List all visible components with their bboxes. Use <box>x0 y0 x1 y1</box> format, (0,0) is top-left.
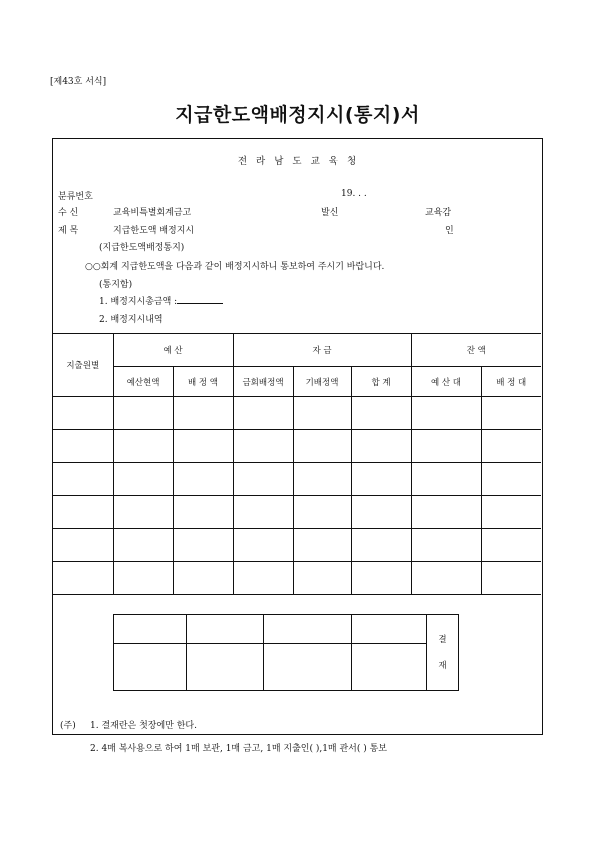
total-amount-label: 1. 배정지시총금액 : <box>99 297 178 307</box>
approval-table <box>113 614 459 691</box>
sender-value: 교육감 <box>425 208 452 218</box>
group-balance: 잔 액 <box>411 334 541 367</box>
table-row <box>53 397 541 430</box>
notice-paren: (지급한도액배정통지) <box>99 243 185 253</box>
table-row <box>53 430 541 463</box>
body-text: ○○회계 지급한도액을 다음과 같이 배정지시하니 통보하여 주시기 바랍니다. <box>85 262 385 272</box>
notes-prefix: (주) <box>60 721 76 731</box>
col-budget-current: 예산현액 <box>113 367 173 397</box>
class-no-label: 분류번호 <box>58 192 93 202</box>
approval-label-top: 결 <box>438 634 447 645</box>
col-previous-allocation: 기배정액 <box>293 367 351 397</box>
approval-cell[interactable] <box>264 615 352 644</box>
form-number: [제43호 서식] <box>50 77 107 87</box>
col-current-allocation: 금회배정액 <box>233 367 293 397</box>
seal-mark: 인 <box>445 226 454 236</box>
sender-label: 발신 <box>321 208 339 218</box>
col-vs-allocation: 배 정 대 <box>481 367 541 397</box>
detail-label: 2. 배정지시내역 <box>99 315 163 325</box>
approval-cell[interactable] <box>114 615 187 644</box>
table-row <box>53 463 541 496</box>
document-title: 지급한도액배정지시(통지)서 <box>175 104 420 126</box>
col-total: 합 계 <box>351 367 411 397</box>
approval-cell[interactable] <box>352 615 427 644</box>
row-header-cell: 지출원별 <box>53 334 113 397</box>
approval-cell[interactable] <box>187 615 264 644</box>
note-1: 1. 결재란은 첫장에만 한다. <box>90 721 197 731</box>
table-row <box>53 562 541 595</box>
total-amount-field[interactable] <box>177 295 223 304</box>
table-row <box>53 496 541 529</box>
organization-name: 전 라 남 도 교 육 청 <box>237 156 360 167</box>
group-funds: 자 금 <box>233 334 411 367</box>
approval-cell[interactable] <box>187 644 264 691</box>
recipient-value: 교육비특별회계금고 <box>113 208 192 218</box>
col-vs-budget: 예 산 대 <box>411 367 481 397</box>
date-field[interactable]: 19. . . <box>341 189 367 199</box>
note-2: 2. 4매 복사용으로 하여 1매 보관, 1매 금고, 1매 지출인( ),1매 관서( ) 통보 <box>90 744 387 754</box>
approval-label-cell <box>427 615 459 691</box>
approval-cell[interactable] <box>114 644 187 691</box>
approval-cell[interactable] <box>264 644 352 691</box>
subject-value: 지급한도액 배정지시 <box>113 226 195 236</box>
approval-label-bottom: 재 <box>438 660 447 671</box>
budget-table <box>53 333 541 595</box>
group-budget: 예 산 <box>113 334 233 367</box>
notice-label: (통지함) <box>99 280 133 290</box>
table-row <box>53 529 541 562</box>
approval-cell[interactable] <box>352 644 427 691</box>
subject-label: 제 목 <box>58 226 79 236</box>
col-allocated: 배 정 액 <box>173 367 233 397</box>
form-frame <box>52 138 543 735</box>
total-amount-row <box>99 294 223 307</box>
recipient-label: 수 신 <box>58 208 79 218</box>
